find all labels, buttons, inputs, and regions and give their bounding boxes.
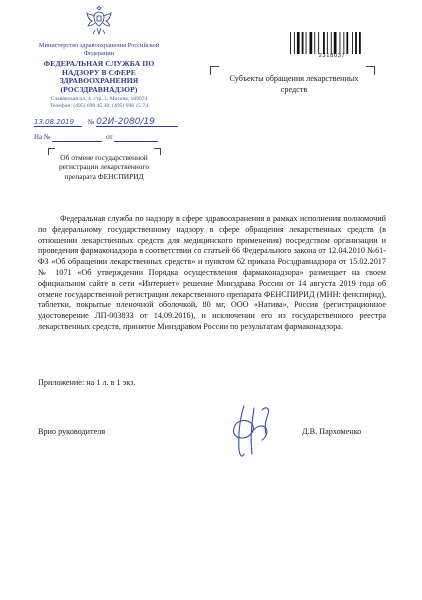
barcode-number: 2318037 xyxy=(318,53,346,59)
phone-line: Телефон: (495) 698 45 38; (495) 698 15 74 xyxy=(49,103,149,109)
address-line: Славянская пл. 4, стр. 1, Москва, 109074 xyxy=(50,96,148,102)
reference-line xyxy=(34,132,158,142)
recipient-bracket-right xyxy=(366,66,375,75)
signatory-name: Д.В. Пархоменко xyxy=(302,427,362,436)
reference-label: На № xyxy=(34,133,51,141)
registration-number: 02И-2080/19 xyxy=(96,117,178,127)
reference-number-blank xyxy=(52,132,102,142)
coat-of-arms-icon xyxy=(86,6,112,36)
service-name: ФЕДЕРАЛЬНАЯ СЛУЖБА ПО НАДЗОРУ В СФЕРЕ ЗДРАВООХРАНЕНИЯ (РОСЗДРАВНАДЗОР) xyxy=(43,59,155,94)
ministry-name: Министерство здравоохранения Российской Федерации xyxy=(38,42,160,57)
reference-from-label: от xyxy=(106,133,113,141)
handwritten-signature xyxy=(226,398,276,462)
reference-date-blank xyxy=(114,132,158,142)
barcode-image xyxy=(290,32,370,54)
letterhead-address xyxy=(36,96,162,110)
recipient: Субъекты обращения лекарственных средств xyxy=(229,74,359,94)
letter-body: Федеральная служба по надзору в сфере здравоохранения в рамках исполнения полномочий по федеральному государственному надзору в сфере обращения лекарственных средств (в отношении лекарственных средств для медицинского применения) посредством организации и проведения фармаконадзора в соответствии со статьей 66 Федерального закона от 12.04.2010 №61-ФЗ «Об обращении лекарственных средств» и пунктом 62 приказа Росздравнадзора от 15.02.2017 № 1071 «Об утверждении Порядка осуществления фармаконадзора» размещает на своем официальном сайте в сети «Интернет» решение Минздрава России от 14 августа 2019 года об отмене государственной регистрации лекарственного препарата ФЕНСПИРИД (МНН: фенспирид), таблетки, покрытые пленочной оболочкой, 80 мг, ООО «Натива», Россия (регистрационное удостоверение ЛП-003833 от 14.09.2016), и исключении его из государственного реестра лекарственных средств, принятое Минздравом России по результатам фармаконадзора. xyxy=(38,214,386,331)
attachment-note: Приложение: на 1 л. в 1 экз. xyxy=(38,378,136,387)
recipient-bracket-left xyxy=(210,66,219,75)
letter-subject: Об отмене государственной регистрации лекарственного препарата ФЕНСПИРИД xyxy=(58,153,150,181)
number-prefix: № xyxy=(87,118,95,126)
registration-date: 13.08.2019 xyxy=(34,117,82,127)
registration-date-number xyxy=(34,117,178,127)
signatory-position: Врио руководителя xyxy=(38,427,106,436)
